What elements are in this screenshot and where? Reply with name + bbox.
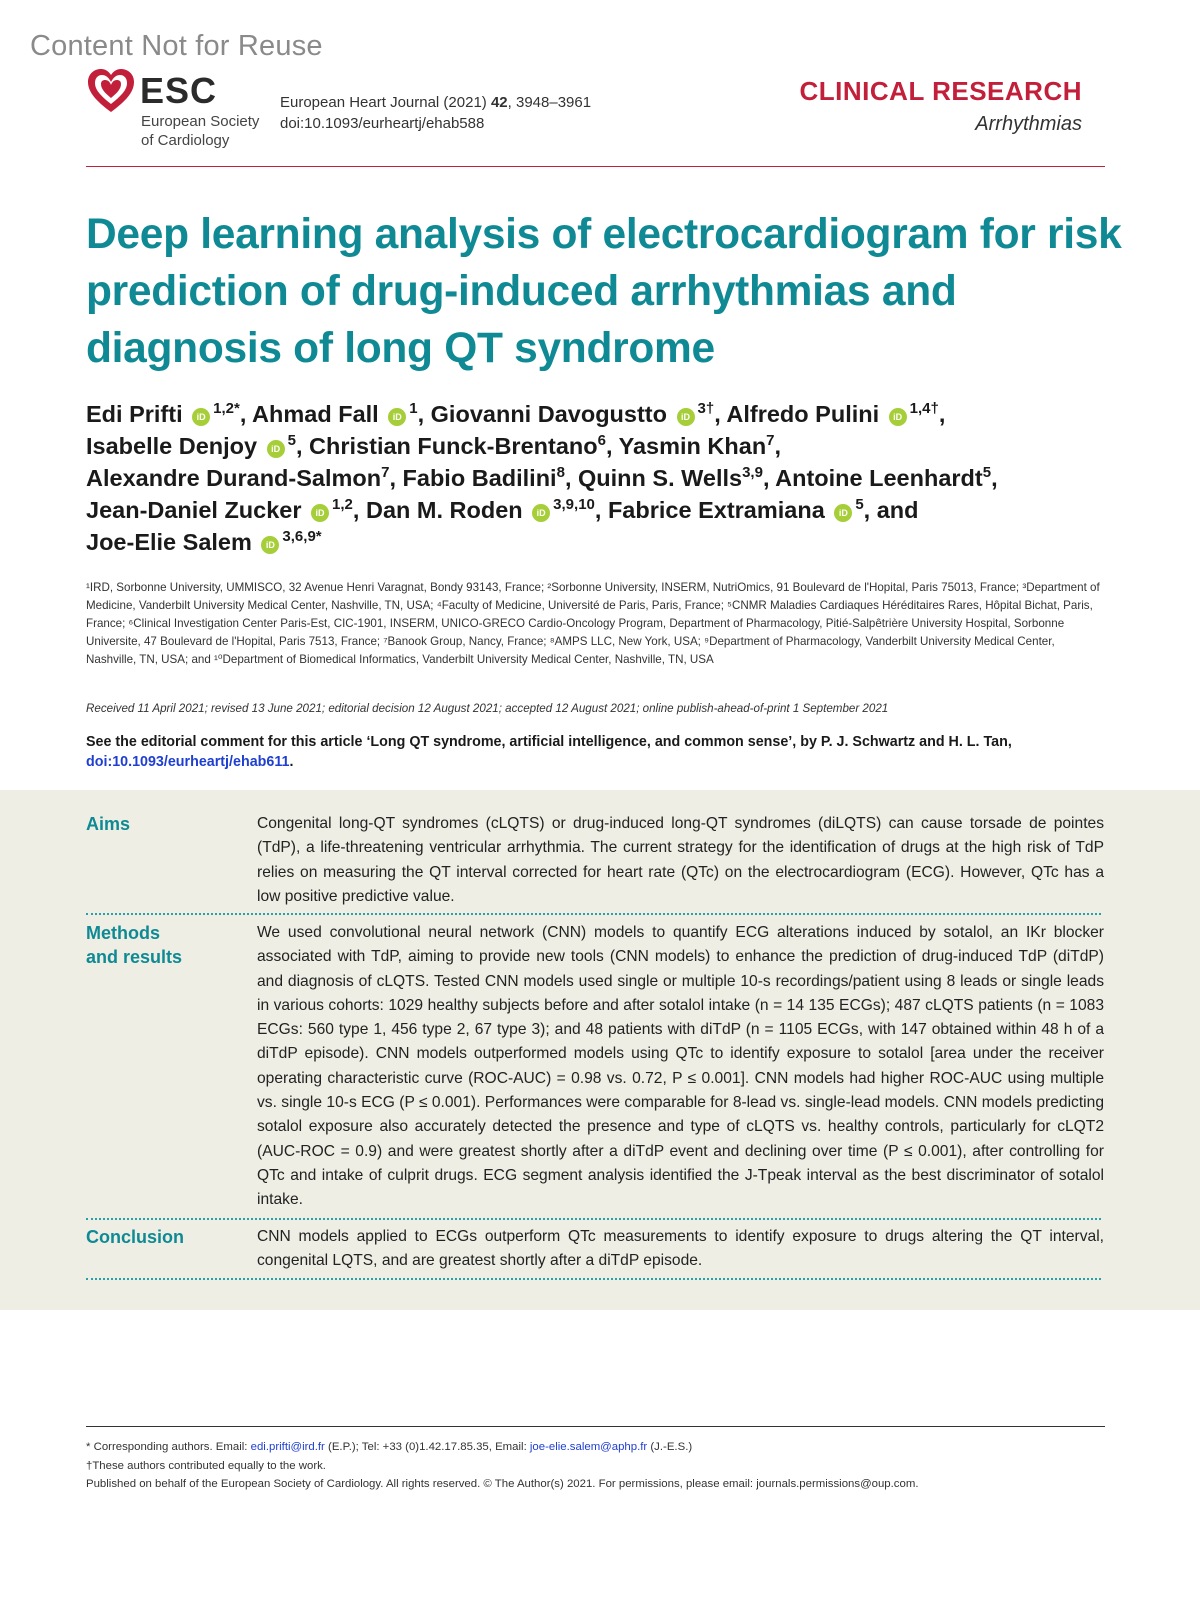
section-label: CLINICAL RESEARCH <box>799 76 1082 106</box>
esc-fullname-line2: of Cardiology <box>141 132 230 149</box>
orcid-icon[interactable]: iD <box>388 408 406 426</box>
author-name: Dan M. Roden <box>365 497 523 523</box>
affiliations: ¹IRD, Sorbonne University, UMMISCO, 32 Avenue Henri Varagnat, Bondy 93143, France; ²Sorbonne University, INSERM, NutriOmics, 91 Boulevard de l'Hopital, Paris 75013, France; ³Department of Medicine, Vanderbilt University Medical Center, Nashville, TN, USA; ⁴Faculty of Medicine, Université de Paris, Paris, France; ⁵CNMR Maladies Cardiaques Héréditaires Rares, Hôpital Bichat, Paris, France; ⁶Clinical Investigation Center Paris-Est, CIC-1901, INSERM, UNICO-GRECO Cardio-Oncology Program, Department of Pharmacology, Pitié-Salpêtrière University Hospital, Sorbonne Universite, 47 Boulevard de l'Hopital, Paris 7513, France; ⁷Banook Group, Nancy, France; ⁸AMPS LLC, New York, USA; ⁹Department of Pharmacology, Vanderbilt University Medical Center, Nashville, TN, USA; and ¹⁰Department of Biomedical Informatics, Vanderbilt University Medical Center, Nashville, TN, USA <box>86 581 1100 666</box>
conclusion-text: CNN models applied to ECGs outperform QTc measurements to identify exposure to drugs altering the QT interval, congenital LQTS, and are greatest shortly after a diTdP episode. <box>257 1228 1104 1270</box>
author-name: Fabrice Extramiana <box>607 497 825 523</box>
heart-icon <box>86 68 136 114</box>
orcid-icon[interactable]: iD <box>677 408 695 426</box>
abstract-divider <box>86 1278 1101 1280</box>
email-link-prifti[interactable]: edi.prifti@ird.fr <box>250 1441 325 1453</box>
editorial-note <box>86 732 1104 772</box>
editorial-text: See the editorial comment for this article ‘Long QT syndrome, artificial intelligence, and common sense’, by P. J. Schwartz and H. L. Tan, <box>86 734 1012 750</box>
author-affil: 1,2 <box>213 400 235 418</box>
esc-wordmark: ESC <box>140 70 218 111</box>
corresponding-mark: * <box>315 528 322 546</box>
corresponding-mark: * <box>234 400 240 418</box>
article-dates: Received 11 April 2021; revised 13 June 2021; editorial decision 12 August 2021; accepted 12 August 2021; online publish-ahead-of-print 1 September 2021 <box>86 702 889 715</box>
orcid-icon[interactable]: iD <box>267 440 285 458</box>
journal-citation <box>280 92 591 113</box>
author-affil: 8 <box>556 464 565 482</box>
author-name: Giovanni Davogustto <box>430 401 667 427</box>
author-name: Edi Prifti <box>86 401 183 427</box>
corr-mid: (E.P.); Tel: +33 (0)1.42.17.85.35, Email: <box>324 1441 530 1453</box>
author-affil: 7 <box>381 464 390 482</box>
publisher-note: Published on behalf of the European Society of Cardiology. All rights reserved. © The Author(s) 2021. For permissions, please email: journals.permissions@oup.com. <box>86 1478 919 1490</box>
orcid-icon[interactable]: iD <box>532 504 550 522</box>
author-affil: 5 <box>287 432 296 450</box>
author-affil: 6 <box>597 432 606 450</box>
author-name: Ahmad Fall <box>252 401 379 427</box>
methods-label-line1: Methods <box>86 923 160 943</box>
esc-logo <box>86 68 276 152</box>
author-name: Antoine Leenhardt <box>775 465 983 491</box>
editorial-doi-link[interactable]: doi:10.1093/eurheartj/ehab611 <box>86 754 290 770</box>
orcid-icon[interactable]: iD <box>192 408 210 426</box>
footnote-rule <box>86 1426 1105 1427</box>
conclusion-label: Conclusion <box>86 1227 184 1247</box>
author-affil: 1,2 <box>332 496 353 514</box>
watermark: Content Not for Reuse <box>30 30 323 62</box>
subsection-label: Arrhythmias <box>975 113 1082 135</box>
author-name: Fabio Badilini <box>402 465 557 491</box>
author-name: Quinn S. Wells <box>578 465 743 491</box>
author-name: Christian Funck-Brentano <box>309 433 598 459</box>
journal-name: European Heart Journal (2021) <box>280 94 487 111</box>
corresponding-authors <box>86 1438 1104 1457</box>
author-name: Isabelle Denjoy <box>86 433 258 459</box>
journal-doi: doi:10.1093/eurheartj/ehab588 <box>280 115 485 132</box>
footnotes <box>86 1438 1104 1494</box>
editorial-end: . <box>289 754 294 770</box>
methods-label-line2: and results <box>86 947 183 967</box>
equal-contribution-note: †These authors contributed equally to the work. <box>86 1459 326 1472</box>
orcid-icon[interactable]: iD <box>261 536 279 554</box>
author-name: Jean-Daniel Zucker <box>86 497 302 523</box>
esc-fullname-line1: European Society <box>141 113 260 130</box>
author-list: Edi Prifti iD $^{1,2*}$, Ahmad Fall iD $^1$, Giovanni Davogustto iD $^{3\dagger}$, Alfredo Pulini iD $^{1,4\dagger}$, Isabelle Denjoy iD $^5$, Christian Funck-Brentano$^6$, Yasmin Khan$^7$, Alexandre Durand-Salmon$^7$, Fabio Badilini$^8$, Quinn S. Wells$^{3,9}$, Antoine Leenhardt$^5$, Jean-Daniel Zucker iD $^{1,2}$, Dan M. Roden iD $^{3,9,10}$, Fabrice Extramiana iD $^5$, and Joe-Elie Salem iD $^{3,6,9*}$ <box>86 400 998 555</box>
author-affil: 1 <box>409 400 418 418</box>
author-name: Yasmin Khan <box>618 433 767 459</box>
header-rule <box>86 166 1105 167</box>
author-affil: 7 <box>766 432 775 450</box>
author-name: Alfredo Pulini <box>726 401 880 427</box>
author-affil: 3† <box>697 400 715 418</box>
author-affil: 3,9,10 <box>553 496 595 514</box>
orcid-icon[interactable]: iD <box>834 504 852 522</box>
journal-pages: , 3948–3961 <box>507 94 592 111</box>
aims-text: Congenital long-QT syndromes (cLQTS) or drug-induced long-QT syndromes (diLQTS) can cause torsade de pointes (TdP), a life-threatening ventricular arrhythmia. The current strategy for the identification of drugs at the high risk of TdP relies on measuring the QT interval corrected for heart rate (QTc) on the electrocardiogram (ECG). However, QTc has a low positive predictive value. <box>257 815 1104 905</box>
journal-volume: 42 <box>490 94 508 111</box>
author-affil: 3,9 <box>742 464 763 482</box>
corr-prefix: * Corresponding authors. Email: <box>86 1441 251 1453</box>
author-name: Alexandre Durand-Salmon <box>86 465 382 491</box>
orcid-icon[interactable]: iD <box>311 504 329 522</box>
journal-info <box>280 92 591 134</box>
author-name: Joe-Elie Salem <box>86 529 252 555</box>
esc-fullname <box>141 112 259 150</box>
author-affil: 5 <box>855 496 864 514</box>
abstract-divider <box>86 1218 1101 1220</box>
author-affil: 3,6,9 <box>282 528 316 546</box>
author-affil: 1,4† <box>909 400 939 418</box>
aims-label: Aims <box>86 814 131 834</box>
orcid-icon[interactable]: iD <box>889 408 907 426</box>
article-title: Deep learning analysis of electrocardiogram for risk prediction of drug-induced arrhythmias and diagnosis of long QT syndrome <box>86 211 1122 372</box>
methods-text: We used convolutional neural network (CNN) models to quantify ECG alterations induced by sotalol, an IKr blocker associated with TdP, aiming to provide new tools (CNN models) to enhance the prediction of drug-induced TdP (diTdP) and diagnosis of cLQTS. Tested CNN models used single or multiple 10-s recordings/patient using 8 leads or single leads in various cohorts: 1029 healthy subjects before and after sotalol intake (n = 14 135 ECGs); 487 cLQTS patients (n = 1083 ECGs: 560 type 1, 456 type 2, 67 type 3); and 48 patients with diTdP (n = 1105 ECGs, with 147 obtained within 48 h of a diTdP episode). CNN models outperformed models using QTc to identify exposure to sotalol [area under the receiver operating characteristic curve (ROC-AUC) = 0.98 vs. 0.72, P ≤ 0.001]. CNN models had higher ROC-AUC using multiple vs. single 10-s ECG (P ≤ 0.001). Performances were comparable for 8-lead vs. single-lead models. CNN models predicting sotalol exposure also accurately detected the presence and type of cLQTS vs. healthy controls, particularly for cLQT2 (AUC-ROC = 0.9) and were greatest shortly after a diTdP event and declining over time (P ≤ 0.001), after controlling for QTc and intake of culprit drugs. ECG segment analysis identified the J-Tpeak interval as the best discriminator of sotalol intake. <box>257 924 1104 1209</box>
author-affil: 5 <box>982 464 992 482</box>
corr-end: (J.-E.S.) <box>647 1441 693 1453</box>
abstract-divider <box>86 913 1101 915</box>
email-link-salem[interactable]: joe-elie.salem@aphp.fr <box>529 1441 648 1453</box>
methods-label <box>86 921 236 969</box>
